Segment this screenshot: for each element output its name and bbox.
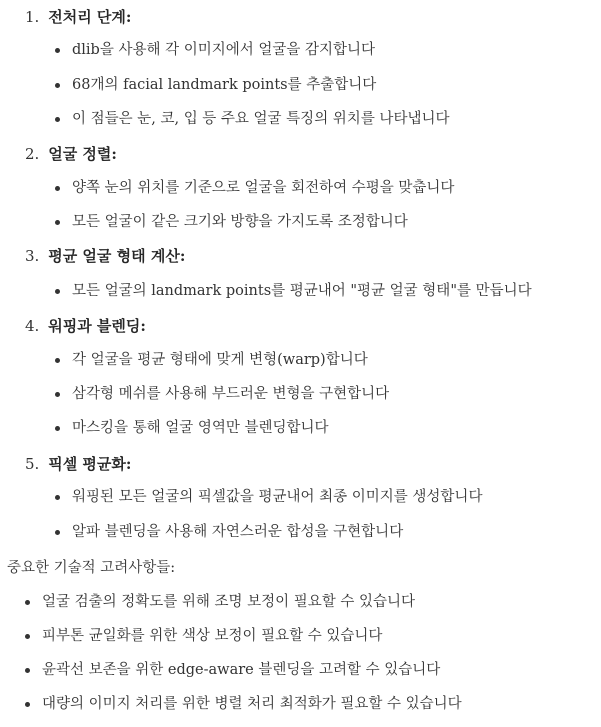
bullet-icon [55, 48, 60, 53]
bullet-icon [55, 530, 60, 535]
list-item-text: 대량의 이미지 처리를 위한 병렬 처리 최적화가 필요할 수 있습니다 [42, 696, 462, 712]
step-number: 2. [25, 145, 40, 163]
step-number: 1. [25, 8, 40, 26]
bullet-icon [55, 289, 60, 294]
bullet-icon [25, 668, 30, 673]
list-item-text: 모든 얼굴이 같은 크기와 방향을 가지도록 조정합니다 [72, 214, 408, 230]
list-item-text: 워핑된 모든 얼굴의 픽셀값을 평균내어 최종 이미지를 생성합니다 [72, 489, 483, 505]
list-item-text: 윤곽선 보존을 위한 edge-aware 블렌딩을 고려할 수 있습니다 [42, 662, 441, 678]
step-2-heading [25, 144, 117, 164]
list-item-text: 피부톤 균일화를 위한 색상 보정이 필요할 수 있습니다 [42, 628, 383, 644]
bullet-icon [25, 634, 30, 639]
bullet-icon [55, 220, 60, 225]
step-title: 얼굴 정렬: [48, 145, 117, 163]
step-number: 5. [25, 455, 40, 473]
bullet-icon [55, 186, 60, 191]
bullet-icon [55, 117, 60, 122]
list-item-text: 이 점들은 눈, 코, 입 등 주요 얼굴 특징의 위치를 나타냅니다 [72, 111, 450, 127]
step-title: 워핑과 블렌딩: [48, 317, 146, 335]
step-4-heading [25, 316, 146, 336]
list-item-text: 삼각형 메쉬를 사용해 부드러운 변형을 구현합니다 [72, 386, 390, 402]
step-5-heading [25, 454, 131, 474]
step-number: 3. [25, 247, 40, 265]
bullet-icon [55, 358, 60, 363]
list-item-text: 얼굴 검출의 정확도를 위해 조명 보정이 필요할 수 있습니다 [42, 594, 416, 610]
list-item-text: 양쪽 눈의 위치를 기준으로 얼굴을 회전하여 수평을 맞춥니다 [72, 180, 455, 196]
bullet-icon [25, 600, 30, 605]
step-title: 픽셀 평균화: [48, 455, 132, 473]
bullet-icon [55, 392, 60, 397]
list-item-text: dlib을 사용해 각 이미지에서 얼굴을 감지합니다 [72, 42, 376, 58]
bullet-icon [25, 702, 30, 707]
step-number: 4. [25, 317, 40, 335]
step-title: 평균 얼굴 형태 계산: [48, 247, 186, 265]
considerations-heading: 중요한 기술적 고려사항들: [7, 560, 176, 576]
bullet-icon [55, 83, 60, 88]
step-3-heading [25, 246, 185, 266]
list-item-text: 마스킹을 통해 얼굴 영역만 블렌딩합니다 [72, 420, 329, 436]
bullet-icon [55, 495, 60, 500]
list-item-text: 각 얼굴을 평균 형태에 맞게 변형(warp)합니다 [72, 352, 368, 368]
step-1-heading [25, 7, 131, 27]
list-item-text: 68개의 facial landmark points를 추출합니다 [72, 77, 377, 93]
list-item-text: 알파 블렌딩을 사용해 자연스러운 합성을 구현합니다 [72, 524, 404, 540]
step-title: 전처리 단계: [48, 8, 132, 26]
bullet-icon [55, 426, 60, 431]
list-item-text: 모든 얼굴의 landmark points를 평균내어 "평균 얼굴 형태"를 만듭니다 [72, 283, 532, 299]
